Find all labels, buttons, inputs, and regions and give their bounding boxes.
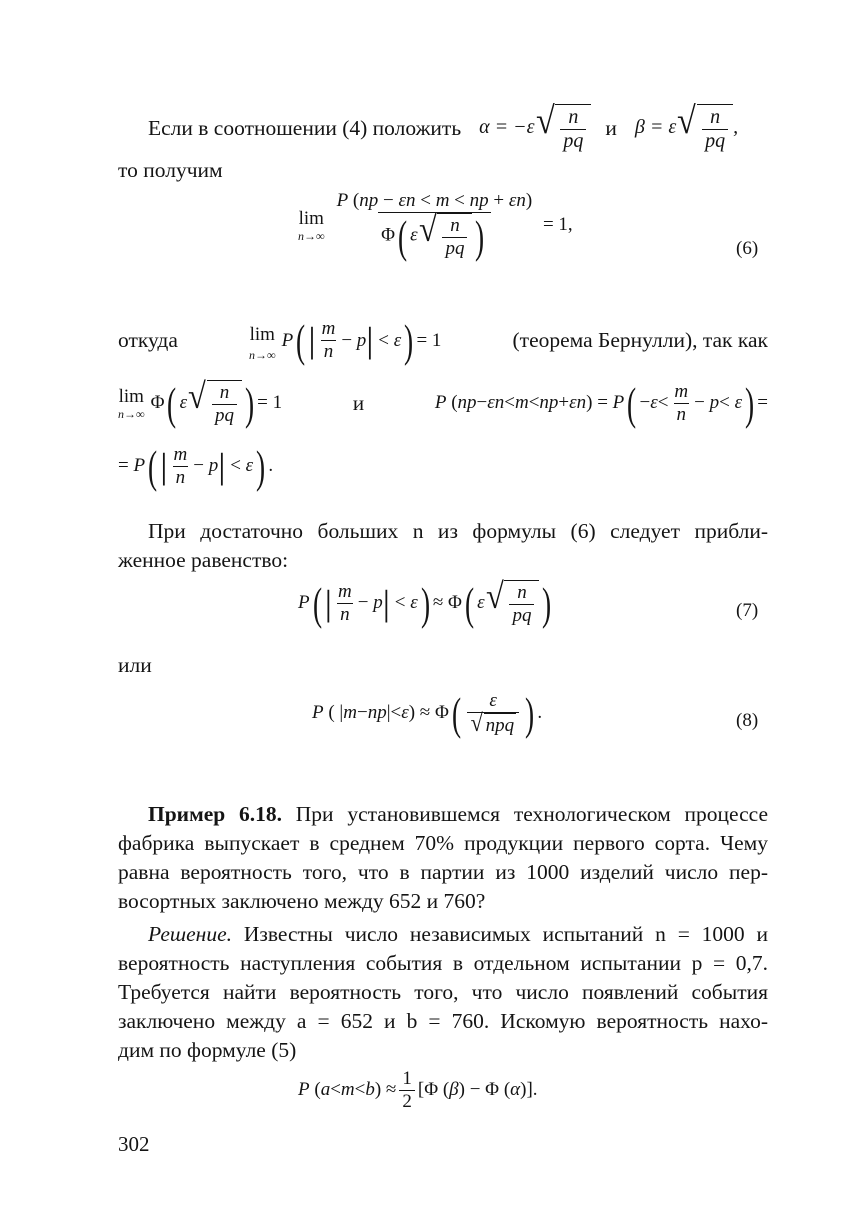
bernoulli-line [118,314,768,366]
intro-line [148,100,768,153]
alpha-definition: α = −ε √ $\frac{n}{pq}$ [479,104,591,153]
example-title: Пример 6.18. [148,802,282,826]
and-word-2: и [352,390,365,415]
from-word: откуда [118,327,178,352]
theorem-text: (теорема Бернулли), так как [512,327,768,352]
example-line4: восортных заключено между 652 и 760? [118,889,486,913]
example-line2: фабрика выпускает в среднем 70% продукции первого сорта. Чему [118,831,768,855]
solution-line1: Решение. Известны число независимых испытаний n = 1000 и [148,922,769,946]
solution-line3: Требуется найти вероятность того, что число появлений события [118,980,768,1004]
and-word: и [605,116,617,140]
equation-8: P ( | m − np |< ε ) ≈ Φ ( ε √ npq ) . [312,687,543,739]
equation-7-label: (7) [736,600,759,621]
equation-6-label: (6) [736,238,759,259]
solution-line4: заключено между a = 652 и b = 760. Искомую вероятность нахо- [118,1009,768,1033]
bernoulli-limit: lim n→∞ P ( | $\frac{m}{n}$ − p | < ε ) = 1 [249,314,442,366]
page-number: 302 [118,1132,150,1156]
approx-paragraph-line2: женное равенство: [118,548,289,572]
solution-line5: дим по формуле (5) [118,1038,297,1062]
equation-7: P ( | $\frac{m}{n}$ − p | < ε ) ≈ Φ ( ε √ $\frac{n}{pq}$ ) [298,576,552,629]
intro-text: Если в соотношении (4) положить [148,116,462,140]
example-line3: равна вероятность того, что в партии из 1000 изделий число пер- [118,860,768,884]
or-word: или [118,653,152,677]
probability-continuation: = P ( | $\frac{m}{n}$ − p | < ε ) . [118,440,274,492]
limit-phi-line: lim n→∞ Φ ( ε √ $\frac{n}{pq}$ ) = 1 и P ( np − εn < m < np + εn ) = P ( − ε < $\frac{m}{n}$ − p < ε ) = [118,376,768,429]
then-line: то получим [118,158,223,182]
example-line1: Пример 6.18. При установившемся технологическом процессе [148,802,768,826]
solution-line2: вероятность наступления события в отдельном испытании p = 0,7. [118,951,768,975]
equation-6: lim n→∞ P (np − εn < m < np + εn) Φ( ε √ $\frac{n}{pq}$ ) = 1, [298,190,573,262]
interval-formula: P ( a < m < b ) ≈ $\frac{1}{2}$ [Φ ( β ) − Φ ( α )]. [298,1068,538,1112]
approx-paragraph-line1: При достаточно больших n из формулы (6) следует прибли- [148,519,768,543]
equation-8-label: (8) [736,710,759,731]
beta-definition: β = ε √ $\frac{n}{pq}$ , [634,100,739,152]
solution-label: Решение. [148,922,233,946]
